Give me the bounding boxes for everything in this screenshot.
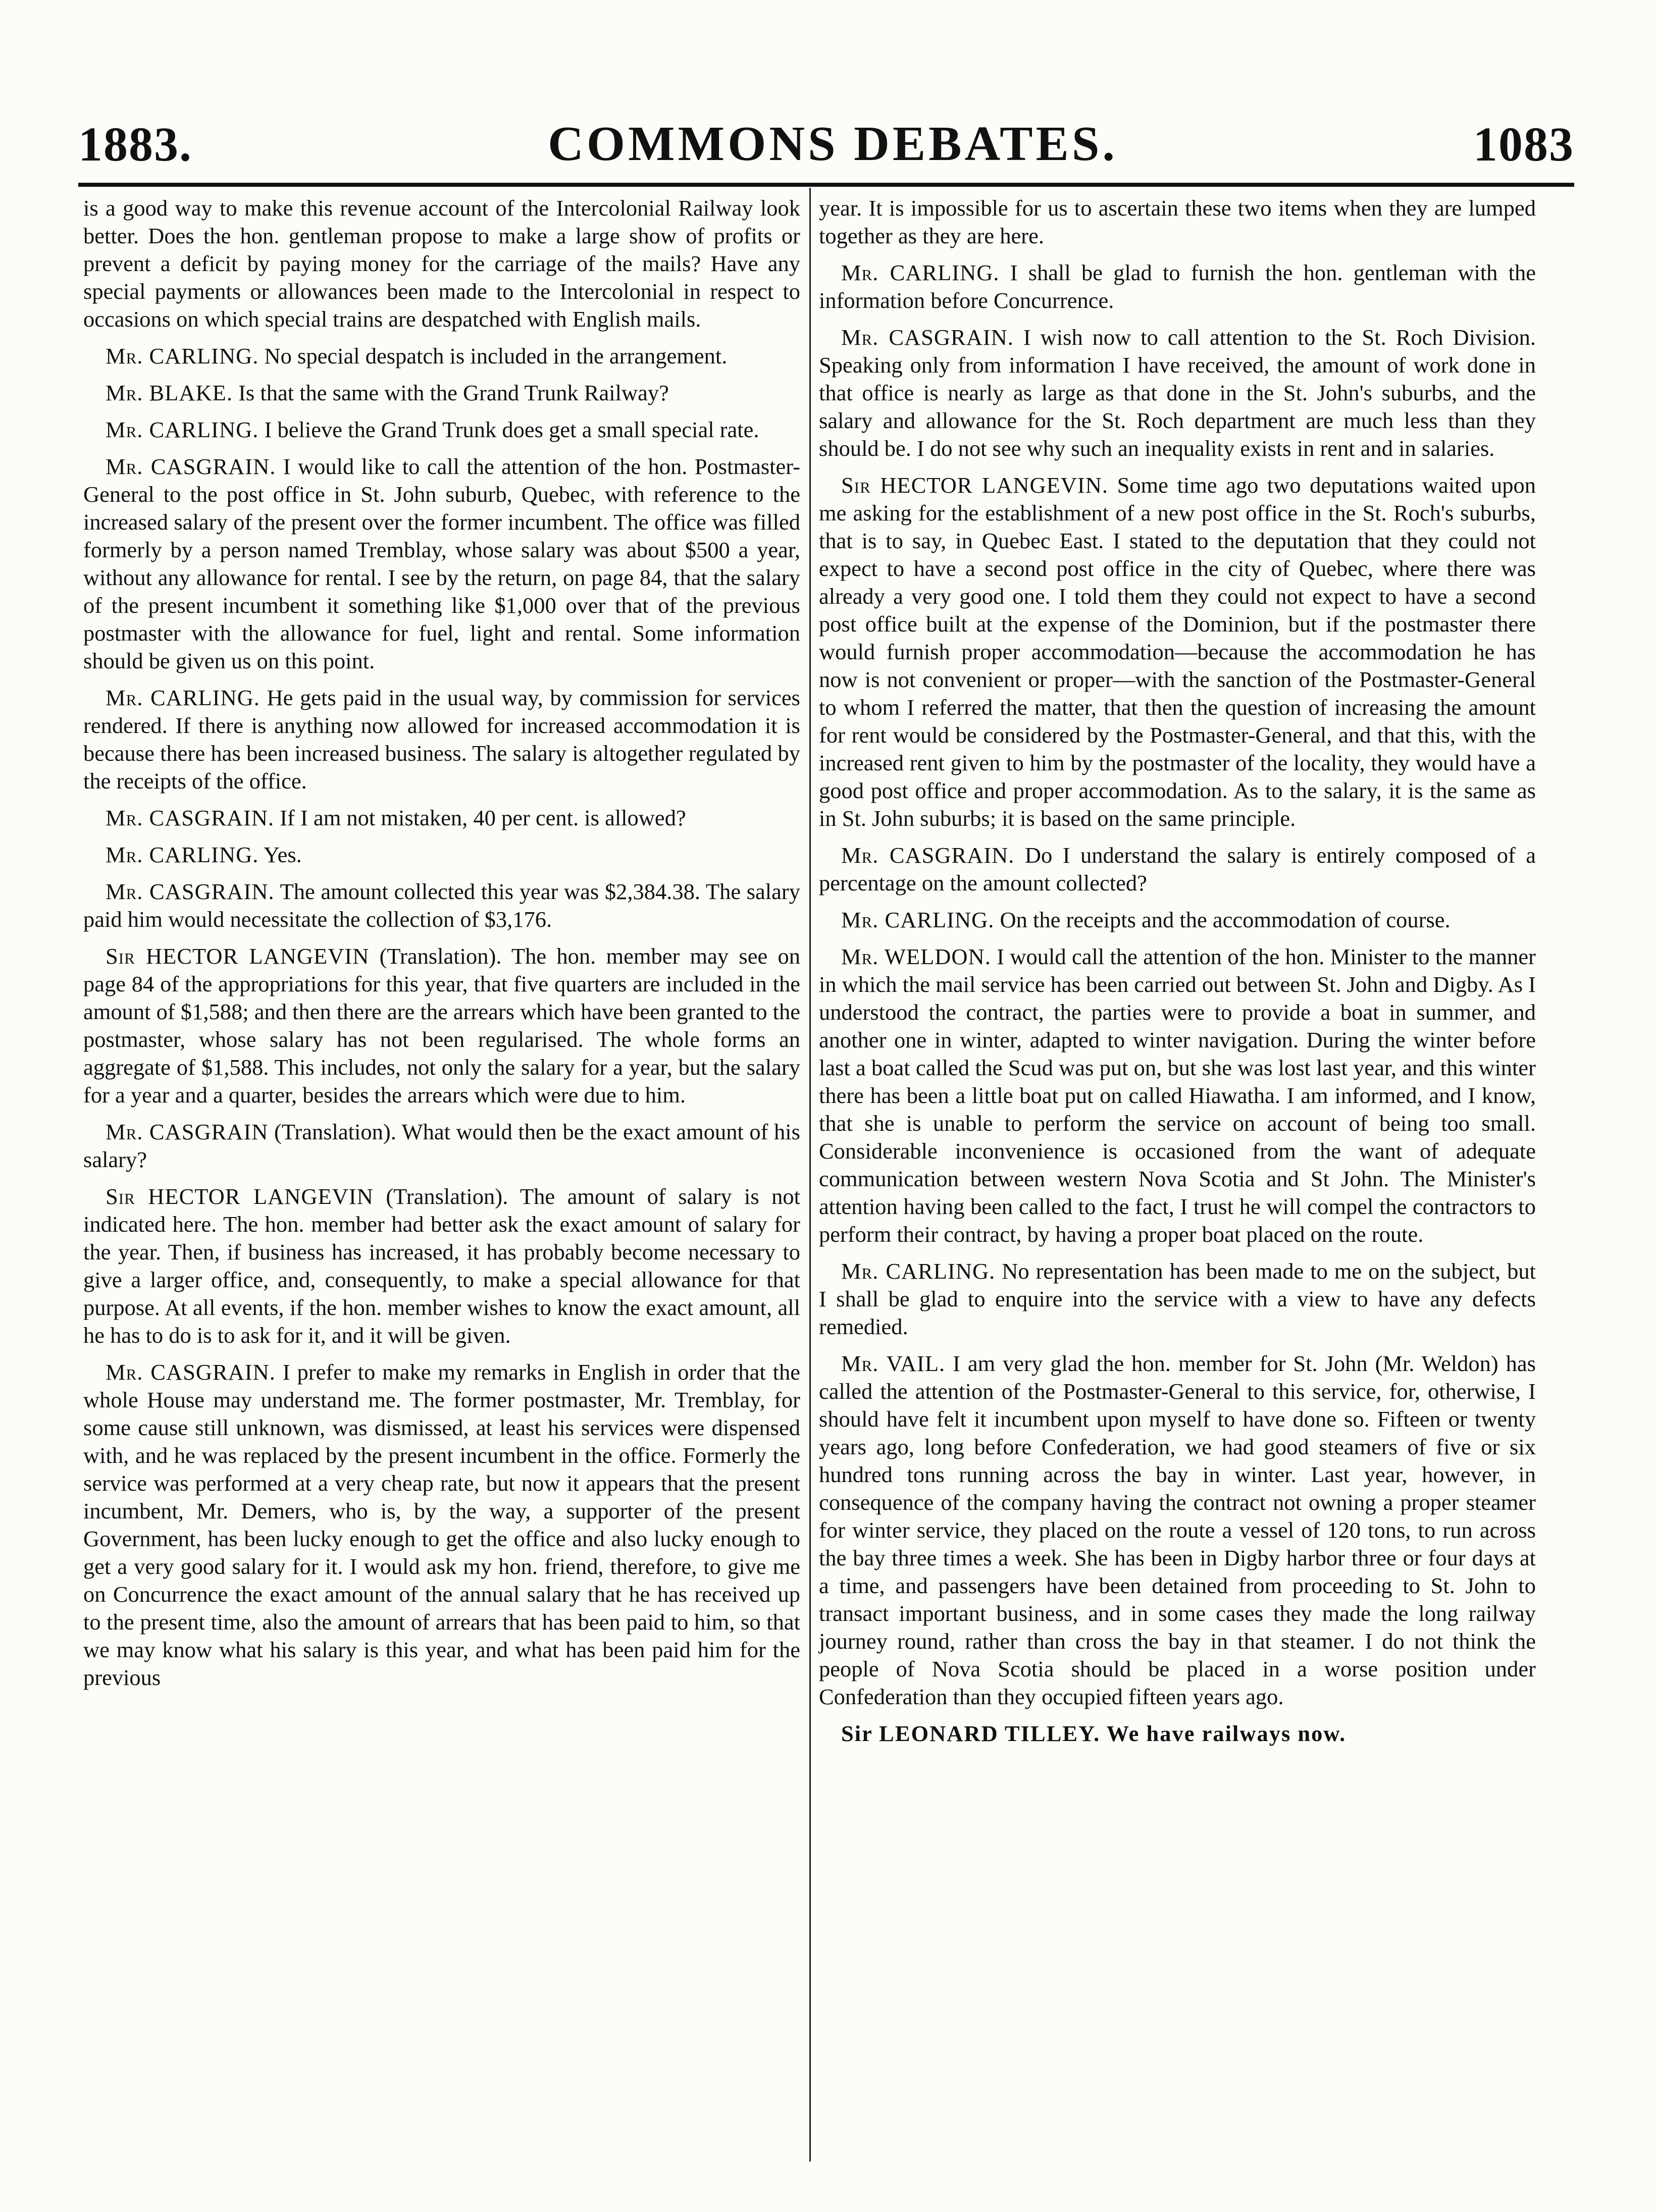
speaker-name: Mr. VAIL. <box>841 1351 946 1376</box>
paragraph <box>819 259 1536 314</box>
paragraph <box>819 906 1536 934</box>
speech-text: I would call the attention of the hon. Minister to the manner in which the mail service has been carried out between St. John and Digby. As I understood the contract, the parties were to provide a boat in summer, and another one in winter, adapted to winter navigation. During the winter before last a boat called the Scud was put on, but she was lost last year, and this winter there has been a little boat put on called Hiawatha. I am informed, and I know, that she is unable to perform the service on account of being too small. Considerable inconvenience is occasioned from the want of adequate communication between western Nova Scotia and St John. The Minister's attention having been called to the fact, I trust he will compel the contractors to perform their contract, by having a proper boat placed on the route. <box>819 944 1536 1247</box>
speech-text: Is that the same with the Grand Trunk Railway? <box>238 380 669 405</box>
speech-text: If I am not mistaken, 40 per cent. is allowed? <box>280 805 686 830</box>
speaker-name: Mr. CASGRAIN. <box>106 805 275 830</box>
speech-text: I shall be glad to furnish the hon. gentleman with the information before Concurrence. <box>819 260 1536 313</box>
paragraph <box>83 416 800 444</box>
speaker-name: Mr. WELDON. <box>841 944 991 969</box>
speech-text: I believe the Grand Trunk does get a small special rate. <box>264 417 759 442</box>
speaker-name: Mr. BLAKE. <box>106 380 233 405</box>
speaker-name: Mr. CARLING. <box>106 417 259 442</box>
paragraph <box>83 453 800 675</box>
paragraph <box>819 841 1536 897</box>
paragraph <box>83 1118 800 1174</box>
speech-text: The amount collected this year was $2,384.38. The salary paid him would necessitate the collection of $3,176. <box>83 879 800 932</box>
speaker-name: Mr. CASGRAIN. <box>841 842 1015 868</box>
right-column <box>819 194 1536 1757</box>
header-rule <box>78 183 1574 187</box>
paragraph <box>83 804 800 832</box>
paragraph <box>83 379 800 407</box>
speaker-name: Sir HECTOR LANGEVIN <box>106 943 370 969</box>
paragraph <box>83 841 800 869</box>
paragraph <box>819 1350 1536 1711</box>
speech-text: is a good way to make this revenue account of the Intercolonial Railway look better. Does the hon. gentleman propose to make a large show of profits or prevent a deficit by paying money for the carriage of the mails? Have any special payments or allowances been made to the Intercolonial in respect to occasions on which special trains are despatched with English mails. <box>83 195 800 332</box>
speaker-name: Sir HECTOR LANGEVIN. <box>841 472 1109 498</box>
paragraph <box>83 1183 800 1349</box>
speaker-name: Mr. CASGRAIN. <box>106 1359 276 1385</box>
speech-text: On the receipts and the accommodation of course. <box>1000 907 1451 932</box>
speech-text: (Translation). The hon. member may see on page 84 of the appropriations for this year, that five quarters are included in the amount of $1,588; and then there are the arrears which have been granted to the postmaster, whose salary has not been regularised. The whole forms an aggregate of $1,588. This includes, not only the salary for a year, but the salary for a year and a quarter, besides the arrears which were due to him. <box>83 943 800 1108</box>
speech-text: I am very glad the hon. member for St. John (Mr. Weldon) has called the attention of the Postmaster-General to this service, for, otherwise, I should have felt it incumbent upon myself to have done so. Fifteen or twenty years ago, long before Confederation, we had good steamers of five or six hundred tons running across the bay in winter. Last year, however, in consequence of the company having the contract not owning a proper steamer for winter service, they placed on the route a vessel of 120 tons, to run across the bay three times a week. She has been in Digby harbor three or four days at a time, and passengers have been detained from proceeding to St. John to transact important business, and in some cases they made the long railway journey round, rather than cross the bay in that steamer. I do not think the people of Nova Scotia should be placed in a worse position under Confederation than they occupied fifteen years ago. <box>819 1351 1536 1709</box>
speech-text: I would like to call the attention of the hon. Postmaster-General to the post office in St. John suburb, Quebec, with reference to the increased salary of the present over the former incumbent. The office was filled formerly by a person named Tremblay, whose salary was about $500 a year, without any allowance for rental. I see by the return, on page 84, that the salary of the present incumbent it something like $1,000 over that of the previous postmaster with the allowance for fuel, light and rental. Some information should be given us on this point. <box>83 454 800 673</box>
column-divider <box>809 188 811 2162</box>
speech-text: (Translation). The amount of salary is not indicated here. The hon. member had better ask the exact amount of salary for the year. Then, if business has increased, it has probably become necessary to give a larger office, and, consequently, to make a special allowance for that purpose. At all events, if the hon. member wishes to know the exact amount, all he has to do is to ask for it, and it will be given. <box>83 1184 801 1348</box>
paragraph <box>819 1720 1536 1748</box>
speaker-name: Mr. CARLING. <box>841 907 995 932</box>
speech-text: He gets paid in the usual way, by commission for services rendered. If there is anything now allowed for increased accommodation it is because there has been increased business. The salary is altogether regulated by the receipts of the office. <box>83 685 800 794</box>
speaker-name: Mr. CASGRAIN <box>106 1119 269 1144</box>
speaker-name: Mr. CARLING. <box>106 685 260 710</box>
paragraph <box>83 878 800 933</box>
paragraph <box>83 342 800 370</box>
speech-text: I wish now to call attention to the St. Roch Division. Speaking only from information I have received, the amount of work done in that office is nearly as large as that done in the St. John's suburbs, and the salary and allowance for the St. Roch department are much less than they should be. I do not see why such an inequality exists in rent and in salaries. <box>819 325 1536 461</box>
speech-text: We have railways now. <box>1106 1721 1347 1746</box>
speech-text: Do I understand the salary is entirely composed of a percentage on the amount collected? <box>819 842 1536 896</box>
paragraph <box>819 471 1536 832</box>
speaker-name: Mr. CARLING. <box>106 343 259 368</box>
speaker-name: Mr. CARLING. <box>841 1258 996 1284</box>
header-year: 1883. <box>78 117 192 171</box>
speech-text: No special despatch is included in the arrangement. <box>264 343 728 368</box>
speech-text: No representation has been made to me on the subject, but I shall be glad to enquire into the service with a view to have any defects remedied. <box>819 1258 1536 1339</box>
speech-text: Yes. <box>263 842 302 867</box>
paragraph <box>83 194 800 333</box>
header-title: COMMONS DEBATES. <box>548 117 1118 171</box>
speech-text: year. It is impossible for us to ascertain these two items when they are lumped together as they are here. <box>819 195 1536 248</box>
speaker-name: Mr. CARLING. <box>106 842 259 867</box>
paragraph <box>83 942 800 1109</box>
speaker-name: Sir LEONARD TILLEY. <box>841 1721 1101 1746</box>
paragraph <box>83 684 800 795</box>
paragraph <box>819 1257 1536 1341</box>
speech-text: Some time ago two deputations waited upon me asking for the establishment of a new post office in the St. Roch's suburbs, that is to say, in Quebec East. I stated to the deputation that they could not expect to have a second post office in the city of Quebec, where there was already a very good one. I told them they could not expect to have a second post office built at the expense of the Dominion, but if the postmaster there would furnish proper accommodation—because the accommodation he has now is not convenient or proper—with the sanction of the Postmaster-General to whom I referred the matter, that then the question of increasing the amount for rent would be considered by the Postmaster-General, and that this, with the increased rent given to him by the postmaster of the locality, they would have a good post office and proper accommodation. As to the salary, it is the same as in St. John suburbs; it is based on the same principle. <box>819 472 1536 831</box>
paragraph <box>819 324 1536 462</box>
speaker-name: Mr. CARLING. <box>841 260 1000 285</box>
left-column <box>83 194 800 1701</box>
paragraph <box>819 194 1536 250</box>
speaker-name: Mr. CASGRAIN. <box>106 879 275 904</box>
page-header <box>78 116 1574 172</box>
paragraph <box>819 943 1536 1248</box>
header-page-number: 1083 <box>1473 117 1574 171</box>
speech-text: I prefer to make my remarks in English in order that the whole House may understand me. The former postmaster, Mr. Tremblay, for some cause still unknown, was dismissed, at least his services were dispensed with, and he was replaced by the present incumbent in the office. Formerly the service was performed at a very cheap rate, but now it appears that the present incumbent, Mr. Demers, who is, by the way, a supporter of the present Government, has been lucky enough to get the office and also lucky enough to get a very good salary for it. I would ask my hon. friend, therefore, to give me on Concurrence the exact amount of the annual salary that he has received up to the present time, also the amount of arrears that has been paid to him, so that we may know what his salary is this year, and what has been paid him for the previous <box>83 1359 800 1690</box>
paragraph <box>83 1358 800 1692</box>
speaker-name: Sir HECTOR LANGEVIN <box>106 1184 374 1209</box>
speaker-name: Mr. CASGRAIN. <box>841 325 1014 350</box>
speaker-name: Mr. CASGRAIN. <box>106 454 276 479</box>
speech-text: (Translation). What would then be the exact amount of his salary? <box>83 1119 800 1172</box>
